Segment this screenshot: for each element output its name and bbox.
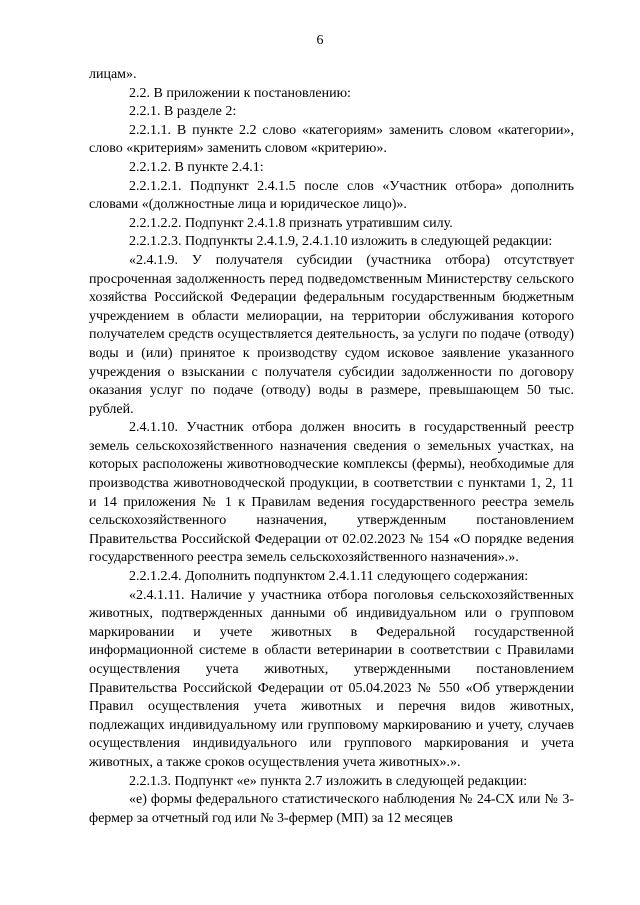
- paragraph-2-2: 2.2. В приложении к постановлению:: [129, 85, 351, 101]
- document-body: [89, 66, 574, 828]
- paragraph-2-2-1-3: 2.2.1.3. Подпункт «е» пункта 2.7 изложить в следующей редакции:: [129, 773, 528, 789]
- page-number: 6: [316, 33, 324, 48]
- paragraph-2-4-1-10: 2.4.1.10. Участник отбора должен вносить в государственный реестр земель сельскохозяйственного назначения сведения о земельных участках, на которых расположены животноводческие комплексы (фермы), необходимые для производства животноводческой продукции, в соответствии с пунктами 1, 2, 11 и 14 приложения № 1 к Правилам ведения государственного реестра земель сельскохозяйственного назначения, утвержденным постановлением Правительства Российской Федерации от 02.02.2023 № 154 «О порядке ведения государственного реестра земель сельскохозяйственного назначения».».: [89, 420, 574, 566]
- paragraph-continuation: лицам».: [89, 67, 137, 82]
- paragraph-2-2-1-2-1: 2.2.1.2.1. Подпункт 2.4.1.5 после слов «Участник отбора» дополнить словами «(должностные лица и юридическое лицо)».: [89, 178, 574, 213]
- paragraph-2-2-1-2-3: 2.2.1.2.3. Подпункты 2.4.1.9, 2.4.1.10 изложить в следующей редакции:: [129, 234, 553, 250]
- paragraph-subitem-e: «е) формы федерального статистического наблюдения № 24-СХ или № 3-фермер за отчетный год или № 3-фермер (МП) за 12 месяцев: [89, 792, 574, 826]
- paragraph-2-2-1-1: 2.2.1.1. В пункте 2.2 слово «категориям» заменить словом «категории», слово «критериям» заменить словом «критерию».: [89, 122, 574, 157]
- paragraph-2-2-1-2-4: 2.2.1.2.4. Дополнить подпунктом 2.4.1.11 следующего содержания:: [129, 569, 529, 585]
- paragraph-2-4-1-11: «2.4.1.11. Наличие у участника отбора поголовья сельскохозяйственных животных, подтвержденных данными об индивидуальном или о групповом маркировании и учете животных в Федеральной государственной информационной системе в области ветеринарии в соответствии с Правилами осуществления учета животных, утвержденными постановлением Правительства Российской Федерации от 05.04.2023 № 550 «Об утверждении Правил осуществления учета животных и перечня видов животных, подлежащих индивидуальному или групповому маркированию и учету, случаев осуществления индивидуального или группового маркирования и учета животных, а также сроков осуществления учета животных».».: [89, 587, 574, 770]
- paragraph-2-4-1-9: «2.4.1.9. У получателя субсидии (участника отбора) отсутствует просроченная задолженность перед подведомственным Министерству сельского хозяйства Российской Федерации федеральным государственным бюджетным учреждением в области мелиорации, на территории обслуживания которого получателем средств осуществляется деятельность, за услуги по подаче (отводу) воды и (или) принятое к производству судом исковое заявление указанного учреждения о взыскании с получателя субсидии задолженности по договору оказания услуг по подаче (отводу) воды в размере, превышающем 50 тыс. рублей.: [89, 252, 574, 417]
- paragraph-2-2-1-2-2: 2.2.1.2.2. Подпункт 2.4.1.8 признать утратившим силу.: [129, 215, 453, 231]
- paragraph-2-2-1: 2.2.1. В разделе 2:: [129, 104, 237, 120]
- paragraph-2-2-1-2: 2.2.1.2. В пункте 2.4.1:: [129, 159, 264, 175]
